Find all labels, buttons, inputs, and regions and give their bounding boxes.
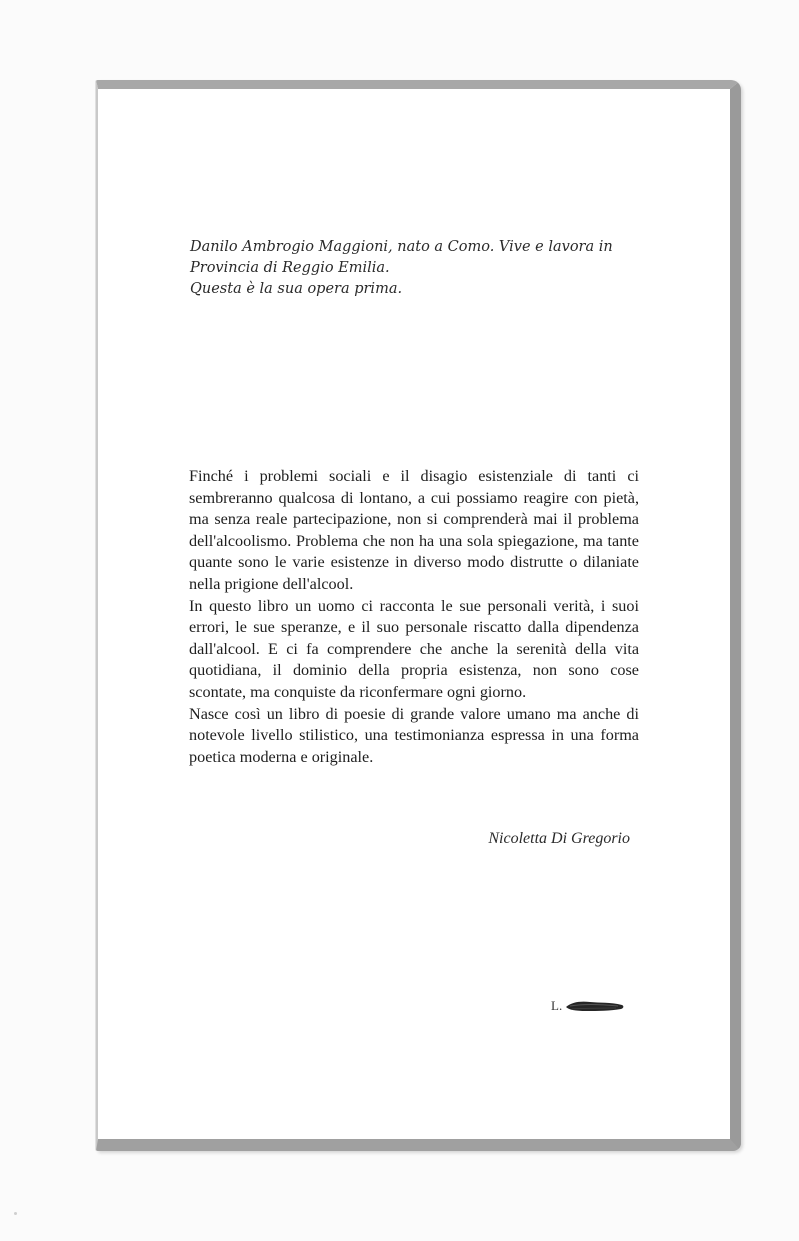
dust-speck (14, 1212, 17, 1215)
bio-line: Danilo Ambrogio Maggioni, nato a Como. Vive e lavora in (190, 239, 613, 255)
introduction-author: Nicoletta Di Gregorio (488, 830, 630, 847)
bio-line: Questa è la sua opera prima. (190, 281, 403, 297)
introduction-text (189, 466, 639, 768)
ink-scribble-icon (564, 998, 626, 1014)
intro-paragraph: Finché i problemi sociali e il disagio esistenziale di tanti ci sembreranno qualcosa di lontano, a cui possiamo reagire con pietà, ma senza reale partecipazione, non si comprenderà mai il problema dell'alcoolismo. Problema che non ha una sola spiegazione, ma tante quante sono le varie esistenze in diverso modo distrutte o dilaniate nella prigione dell'alcool. (189, 467, 639, 593)
intro-paragraph: In questo libro un uomo ci racconta le sue personali verità, i suoi errori, le sue speranze, e il suo personale riscatto dalla dipendenza dall'alcool. E ci fa comprendere che anche la serenità della vita quotidiana, il dominio della propria esistenza, non sono cose scontate, ma conquiste da riconfermare ogni giorno. (189, 596, 639, 701)
signoff-initial: L. (551, 998, 563, 1013)
intro-paragraph: Nasce così un libro di poesie di grande valore umano ma anche di notevole livello stilistico, una testimonianza espressa in una forma poetica moderna e originale. (189, 704, 639, 766)
author-bio (190, 237, 660, 300)
bio-line: Provincia di Reggio Emilia. (190, 260, 390, 276)
book-page (96, 80, 741, 1151)
signoff-mark (551, 998, 626, 1014)
